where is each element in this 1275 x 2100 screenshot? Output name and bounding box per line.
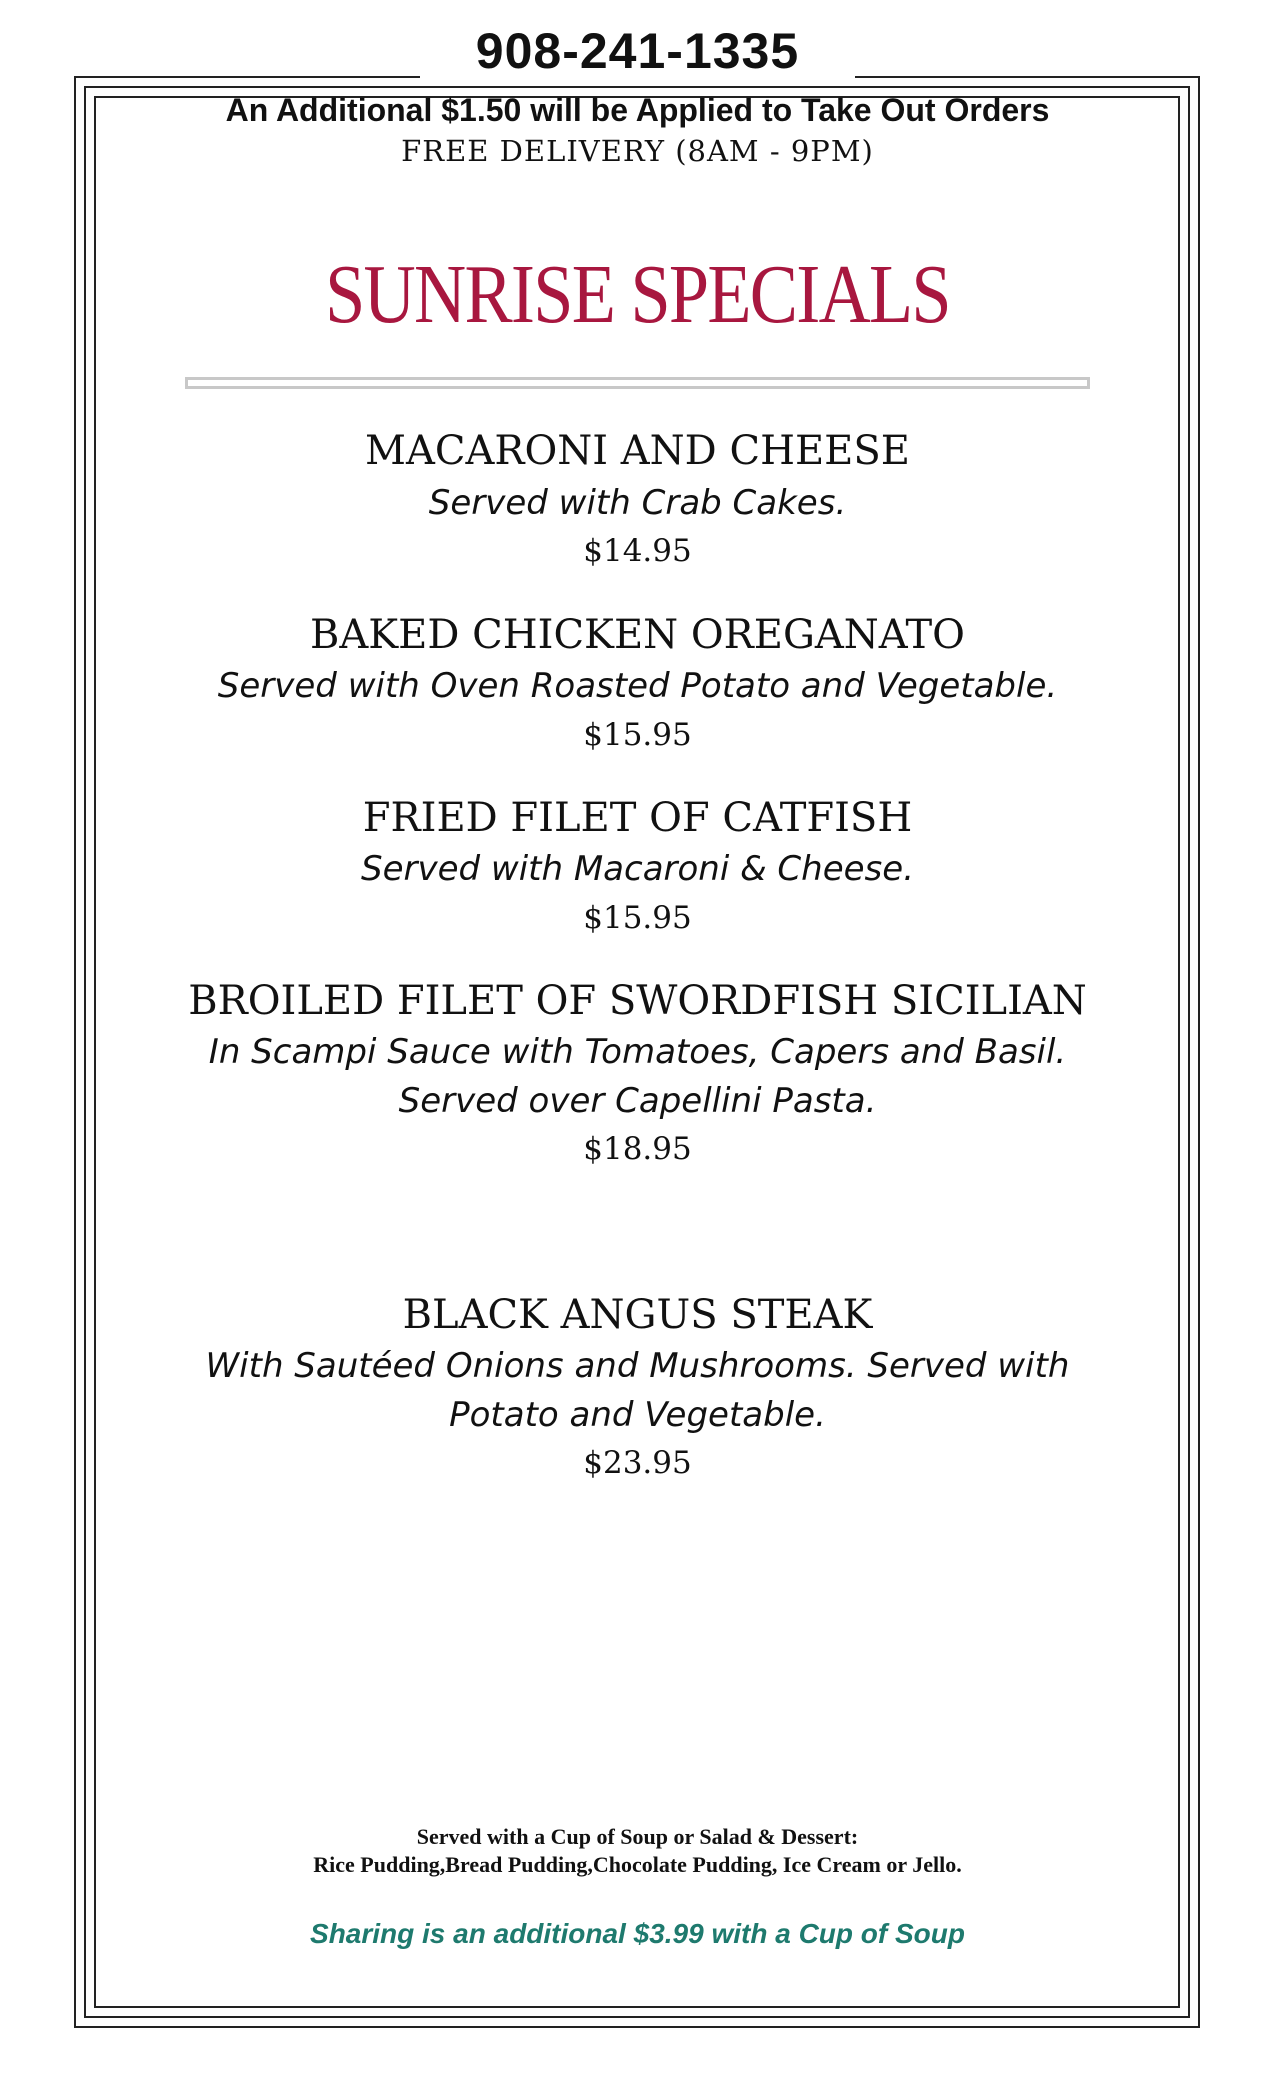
menu-item-description: In Scampi Sauce with Tomatoes, Capers and Basil.: [208, 1032, 1067, 1072]
menu-title: SUNRISE SPECIALS: [325, 248, 950, 341]
title-divider: [185, 377, 1090, 389]
menu-item-description: Served with Macaroni & Cheese.: [360, 849, 914, 889]
menu-item-price: $23.95: [583, 1445, 692, 1481]
menu-item-description: With Sautéed Onions and Mushrooms. Served with: [205, 1346, 1070, 1386]
menu-item-description: Served with Crab Cakes.: [428, 483, 847, 523]
menu-item-name: BAKED CHICKEN OREGANATO: [310, 612, 965, 658]
menu-item-description: Potato and Vegetable.: [449, 1395, 826, 1435]
served-with-note: Served with a Cup of Soup or Salad & Dessert:: [416, 1824, 859, 1849]
menu-item-name: FRIED FILET OF CATFISH: [362, 795, 913, 841]
menu-item-price: $18.95: [583, 1131, 692, 1167]
menu-item-price: $14.95: [583, 533, 692, 569]
menu-item-description: Served over Capellini Pasta.: [398, 1081, 877, 1121]
menu-item-name: MACARONI AND CHEESE: [365, 428, 910, 474]
menu-item-price: $15.95: [583, 717, 692, 753]
takeout-note: An Additional $1.50 will be Applied to Take Out Orders: [225, 92, 1050, 128]
menu-item-name: BROILED FILET OF SWORDFISH SICILIAN: [188, 978, 1087, 1024]
delivery-note: FREE DELIVERY (8AM - 9PM): [401, 134, 874, 168]
dessert-options: Rice Pudding,Bread Pudding,Chocolate Pudding, Ice Cream or Jello.: [313, 1852, 962, 1877]
menu-item-price: $15.95: [583, 900, 692, 936]
menu-item-description: Served with Oven Roasted Potato and Vegetable.: [217, 666, 1058, 706]
phone-number: 908-241-1335: [420, 22, 855, 80]
sharing-note: Sharing is an additional $3.99 with a Cup of Soup: [310, 1918, 965, 1949]
menu-item-name: BLACK ANGUS STEAK: [402, 1292, 873, 1338]
